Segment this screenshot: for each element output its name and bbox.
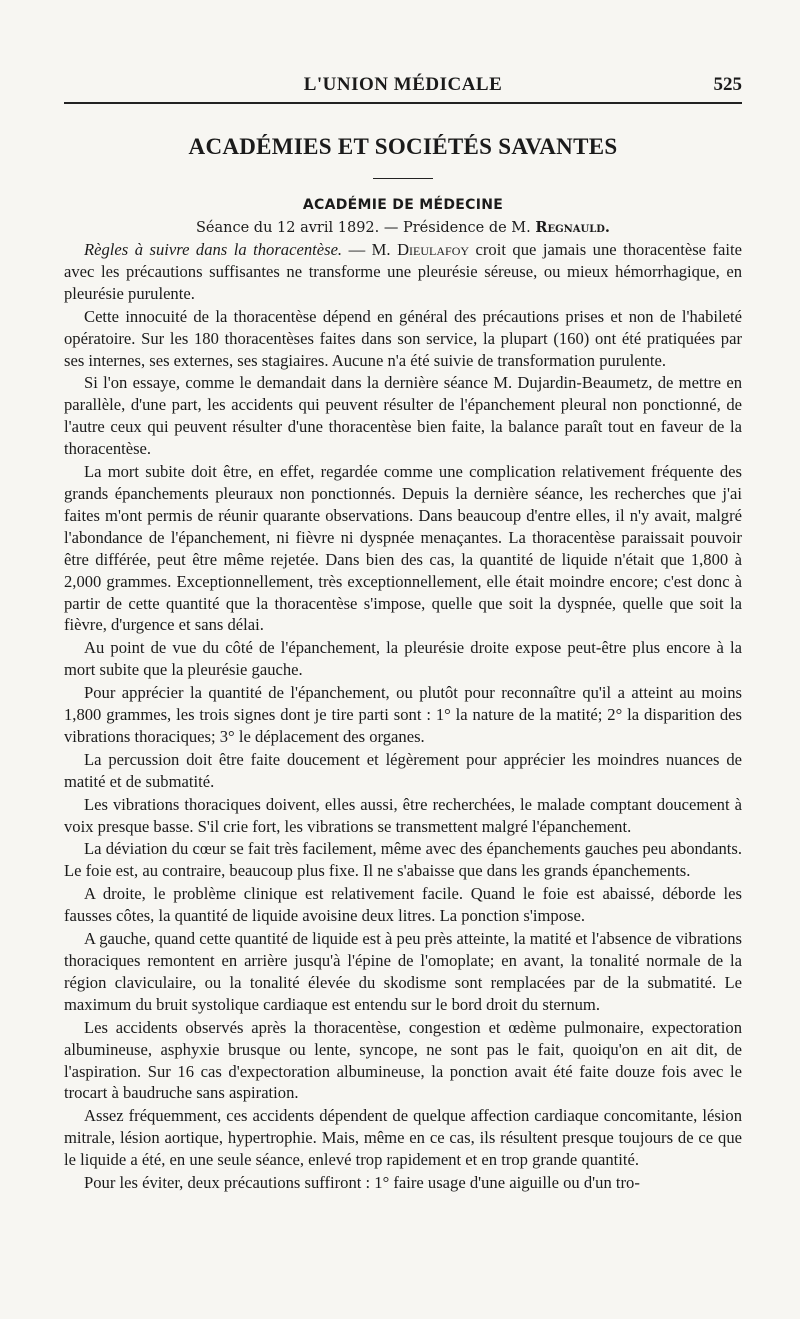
paragraph: Au point de vue du côté de l'épanchement, la pleurésie droite expose peut-être plus encore à la mort subite que la pleurésie gauche. — [64, 638, 742, 680]
session-text: Séance du 12 avril 1892. — Présidence de M. — [196, 220, 536, 236]
session-line — [64, 219, 742, 236]
academy-heading: ACADÉMIE DE MÉDECINE — [302, 197, 504, 213]
header-rule — [64, 102, 742, 104]
article-title: Règles à suivre dans la thoracentèse. — [84, 240, 343, 259]
article-lead-paragraph — [64, 239, 742, 306]
paragraph: La mort subite doit être, en effet, regardée comme une complication relativement fréquente des grands épanchements pleuraux non ponctionnés. Depuis la dernière séance, les recherches que j'ai faites m'ont permis de réunir quarante observations. Dans beaucoup d'entre elles, il n'y avait, malgré l'abondance de l'épanchement, ni fièvre ni dyspnée menaçantes. La thoracentèse paraissait pouvoir être différée, peut être même rejetée. Dans bien des cas, la quantité de liquide n'était que 1,800 à 2,000 grammes. Exceptionnellement, très exceptionnellement, elle était moindre encore; c'est donc à partir de cette quantité que la thoracentèse s'impose, quelle que soit la dyspnée, quelle que soit la fièvre, d'urgence et sans délai. — [64, 462, 742, 635]
paragraph: Les vibrations thoraciques doivent, elles aussi, être recherchées, le malade comptant doucement à voix presque basse. S'il crie fort, les vibrations se transmettent malgré l'épanchement. — [64, 794, 742, 836]
page-number: 525 — [713, 74, 742, 95]
paragraph: Pour apprécier la quantité de l'épanchement, ou plutôt pour reconnaître qu'il a atteint au moins 1,800 grammes, les trois signes dont je tire parti sont : 1° la nature de la matité; 2° la disparition des vibrations thoraciques; 3° le déplacement des organes. — [64, 683, 742, 746]
article-body — [64, 239, 742, 1195]
paragraph: Si l'on essaye, comme le demandait dans la dernière séance M. Dujardin-Beaumetz, de mettre en parallèle, d'une part, les accidents qui peuvent résulter de l'épanchement pleural non ponctionné, de l'autre ceux qui peuvent résulter d'une thoracentèse bien faite, la balance paraît tout en faveur de la thoracentèse. — [64, 373, 742, 459]
paragraph: Assez fréquemment, ces accidents dépendent de quelque affection cardiaque concomitante, lésion mitrale, lésion aortique, hypertrophie. Mais, même en ce cas, ils résultent presque toujours de ce que le liquide a été, en une seule séance, enlevé trop rapidement et en trop grande quantité. — [64, 1106, 742, 1170]
journal-title: L'UNION MÉDICALE — [303, 74, 503, 95]
author-name: Dieulafoy — [397, 240, 470, 259]
paragraph: La déviation du cœur se fait très facilement, même avec des épanchements gauches peu abondants. Le foie est, au contraire, beaucoup plus fixe. Il ne s'abaisse que dans les grands épanchements. — [64, 839, 742, 881]
paragraph: A gauche, quand cette quantité de liquide est à peu près atteinte, la matité et l'absence de vibrations thoraciques remontent en arrière jusqu'à l'épine de l'omoplate; en avant, la tonalité normale de la région claviculaire, ou la tonalité élevée du skodisme sont remplacées par de la submatité. Le maximum du bruit systolique cardiaque est entendu sur le bord droit du sternum. — [64, 929, 742, 1014]
president-name: Regnauld. — [535, 219, 610, 236]
author-prefix: — M. — [342, 240, 398, 259]
journal-page — [64, 70, 742, 1195]
running-header — [64, 70, 742, 100]
paragraph: Les accidents observés après la thoracentèse, congestion et œdème pulmonaire, expectoration albumineuse, asphyxie brusque ou lente, syncope, ne sont pas le fait, quoiqu'on en ait dit, de l'aspiration. Sur 16 cas d'expectoration albumineuse, la ponction avait été faite douze fois avec le trocart à baudruche sans aspiration. — [64, 1017, 742, 1103]
section-rule — [373, 178, 433, 179]
section-title: ACADÉMIES ET SOCIÉTÉS SAVANTES — [188, 134, 618, 159]
paragraph: Pour les éviter, deux précautions suffiront : 1° faire usage d'une aiguille ou d'un tro- — [84, 1173, 640, 1193]
paragraph: La percussion doit être faite doucement et légèrement pour apprécier les moindres nuances de matité et de submatité. — [64, 749, 742, 791]
lead-text: croit que jamais une thoracentèse faite avec les précautions suffisantes ne transforme une pleurésie séreuse, ou mieux hémorrhagique, en pleurésie purulente. — [64, 240, 742, 303]
paragraph: A droite, le problème clinique est relativement facile. Quand le foie est abaissé, déborde les fausses côtes, la quantité de liquide avoisine deux litres. La ponction s'impose. — [64, 884, 742, 926]
paragraph: Cette innocuité de la thoracentèse dépend en général des précautions prises et non de l'habileté opératoire. Sur les 180 thoracentèses faites dans son service, la plupart (160) ont été pratiquées par ses internes, ses externes, ses stagiaires. Aucune n'a été suivie de transformation purulente. — [64, 306, 742, 370]
